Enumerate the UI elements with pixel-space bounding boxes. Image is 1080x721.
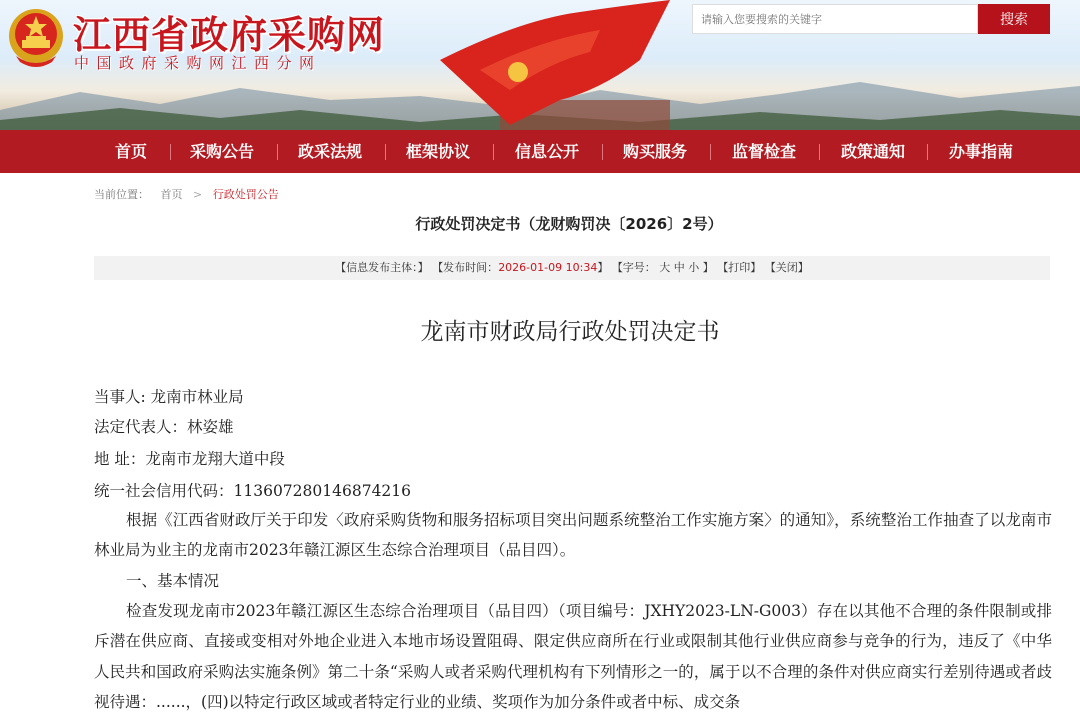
search-input[interactable] [692, 4, 978, 34]
header-banner [0, 0, 1080, 130]
nav-item-supervision[interactable]: 监督检查 [731, 142, 796, 161]
meta-publisher: 【信息发布主体：】 [335, 261, 429, 274]
meta-time-label: 【发布时间： [432, 261, 499, 274]
address-line: 地 址：龙南市龙翔大道中段 [94, 450, 285, 468]
nav-item-procurement-notices[interactable]: 采购公告 [189, 142, 254, 161]
nav-divider [385, 144, 386, 160]
print-link[interactable]: 【打印】 [717, 261, 762, 274]
nav-item-guide[interactable]: 办事指南 [948, 142, 1013, 161]
section-heading: 一、基本情况 [126, 572, 220, 590]
meta-publish-time: 2026-01-09 10:34 [498, 261, 598, 274]
national-emblem-icon [6, 4, 66, 72]
site-subtitle: 中国政府采购网江西分网 [74, 54, 322, 72]
nav-divider [819, 144, 820, 160]
nav-divider [927, 144, 928, 160]
breadcrumb-home[interactable]: 首页 [160, 188, 183, 201]
search-button[interactable]: 搜索 [978, 4, 1050, 34]
breadcrumb-label: 当前位置： [94, 188, 149, 201]
nav-item-policy-notices[interactable]: 政策通知 [840, 142, 905, 161]
meta-time-close: 】 [597, 261, 609, 274]
paragraph-intro: 根据《江西省财政厅关于印发〈政府采购货物和服务招标项目突出问题系统整治工作实施方案〉的通知》，系统整治工作抽查了以龙南市林业局为业主的龙南市2023年赣江源区生态综合治理项目（品目四）。 [94, 511, 1052, 560]
red-flag-graphic [440, 0, 670, 130]
nav-item-home[interactable]: 首页 [114, 142, 147, 161]
breadcrumb-current[interactable]: 行政处罚公告 [212, 188, 279, 201]
nav-item-disclosure[interactable]: 信息公开 [514, 142, 579, 161]
nav-item-regulations[interactable]: 政采法规 [297, 142, 362, 161]
chevron-right-icon: > [193, 188, 203, 201]
document-title: 龙南市财政局行政处罚决定书 [420, 319, 720, 345]
nav-divider [277, 144, 278, 160]
credit-code-line: 统一社会信用代码：113607280146874216 [94, 482, 412, 500]
nav-divider [710, 144, 711, 160]
nav-divider [493, 144, 494, 160]
nav-divider [602, 144, 603, 160]
font-size-control[interactable]: 【字号： 大 中 小 】 [611, 261, 714, 274]
nav-divider [170, 144, 171, 160]
nav-item-purchase-services[interactable]: 购买服务 [622, 142, 687, 161]
site-title: 江西省政府采购网 [73, 13, 386, 57]
info-meta-bar [94, 256, 1050, 280]
close-link[interactable]: 【关闭】 [764, 261, 809, 274]
legal-rep-line: 法定代表人：林姿雄 [94, 418, 234, 436]
page-title: 行政处罚决定书（龙财购罚决〔2026〕2号） [415, 215, 723, 233]
party-line: 当事人: 龙南市林业局 [94, 388, 244, 406]
nav-item-framework-agreements[interactable]: 框架协议 [405, 142, 470, 161]
paragraph-findings: 检查发现龙南市2023年赣江源区生态综合治理项目（品目四）（项目编号：JXHY2023-LN-G003）存在以其他不合理的条件限制或排斥潜在供应商、直接或变相对外地企业进入本地市场设置阻碍、限定供应商所在行业或限制其他行业供应商参与竞争的行为，违反了《中华人民共和国政府采购法实施条例》第二十条“采购人或者采购代理机构有下列情形之一的，属于以不合理的条件对供应商实行差别待遇或者歧视待遇：......，(四)以特定行政区域或者特定行业的业绩、奖项作为加分条件或者中标、成交条 [94, 602, 1052, 711]
main-nav [0, 130, 1080, 173]
breadcrumb [94, 186, 279, 202]
